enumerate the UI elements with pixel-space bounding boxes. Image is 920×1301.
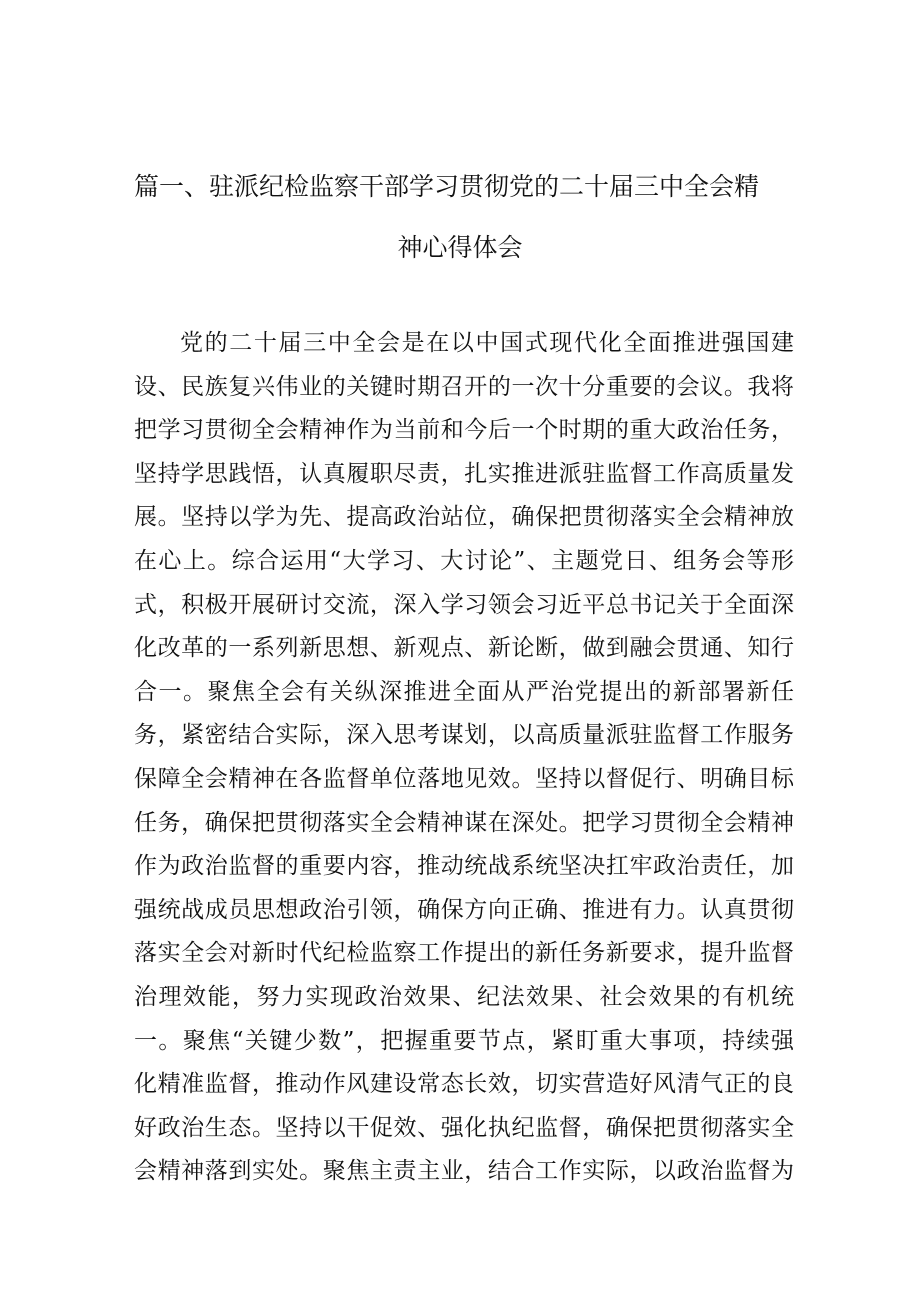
body-line: 合一。聚焦全会有关纵深推进全面从严治党提出的新部署新任	[134, 679, 794, 705]
body-line: 会精神落到实处。聚焦主责主业，结合工作实际，以政治监督为	[134, 1158, 794, 1184]
body-line: 作为政治监督的重要内容，推动统战系统坚决扛牢政治责任，加	[134, 853, 794, 879]
body-line: 党的二十届三中全会是在以中国式现代化全面推进强国建	[180, 330, 794, 356]
body-line: 落实全会对新时代纪检监察工作提出的新任务新要求，提升监督	[134, 940, 794, 966]
body-line: 式，积极开展研讨交流，深入学习领会习近平总书记关于全面深	[134, 592, 794, 618]
body-line: 把学习贯彻全会精神作为当前和今后一个时期的重大政治任务，	[134, 417, 794, 443]
body-line: 在心上。综合运用“大学习、大讨论”、主题党日、组务会等形	[134, 548, 794, 574]
body-line: 任务，确保把贯彻落实全会精神谋在深处。把学习贯彻全会精神	[134, 810, 794, 836]
body-line: 务，紧密结合实际，深入思考谋划，以高质量派驻监督工作服务	[134, 722, 794, 748]
body-line: 保障全会精神在各监督单位落地见效。坚持以督促行、明确目标	[134, 766, 794, 792]
body-line: 化精准监督，推动作风建设常态长效，切实营造好风清气正的良	[134, 1071, 794, 1097]
body-line: 治理效能，努力实现政治效果、纪法效果、社会效果的有机统	[134, 984, 794, 1010]
body-line: 好政治生态。坚持以干促效、强化执纪监督，确保把贯彻落实全	[134, 1115, 794, 1141]
body-line: 强统战成员思想政治引领，确保方向正确、推进有力。认真贯彻	[134, 897, 794, 923]
body-line: 坚持学思践悟，认真履职尽责，扎实推进派驻监督工作高质量发	[134, 461, 794, 487]
body-line: 化改革的一系列新思想、新观点、新论断，做到融会贯通、知行	[134, 635, 794, 661]
body-line: 一。聚焦“关键少数”，把握重要节点，紧盯重大事项，持续强	[134, 1028, 794, 1054]
body-line: 设、民族复兴伟业的关键时期召开的一次十分重要的会议。我将	[134, 374, 794, 400]
title-line-2: 神心得体会	[397, 233, 523, 262]
body-line: 展。坚持以学为先、提高政治站位，确保把贯彻落实全会精神放	[134, 504, 794, 530]
title-line-1: 篇一、驻派纪检监察干部学习贯彻党的二十届三中全会精	[134, 172, 760, 201]
